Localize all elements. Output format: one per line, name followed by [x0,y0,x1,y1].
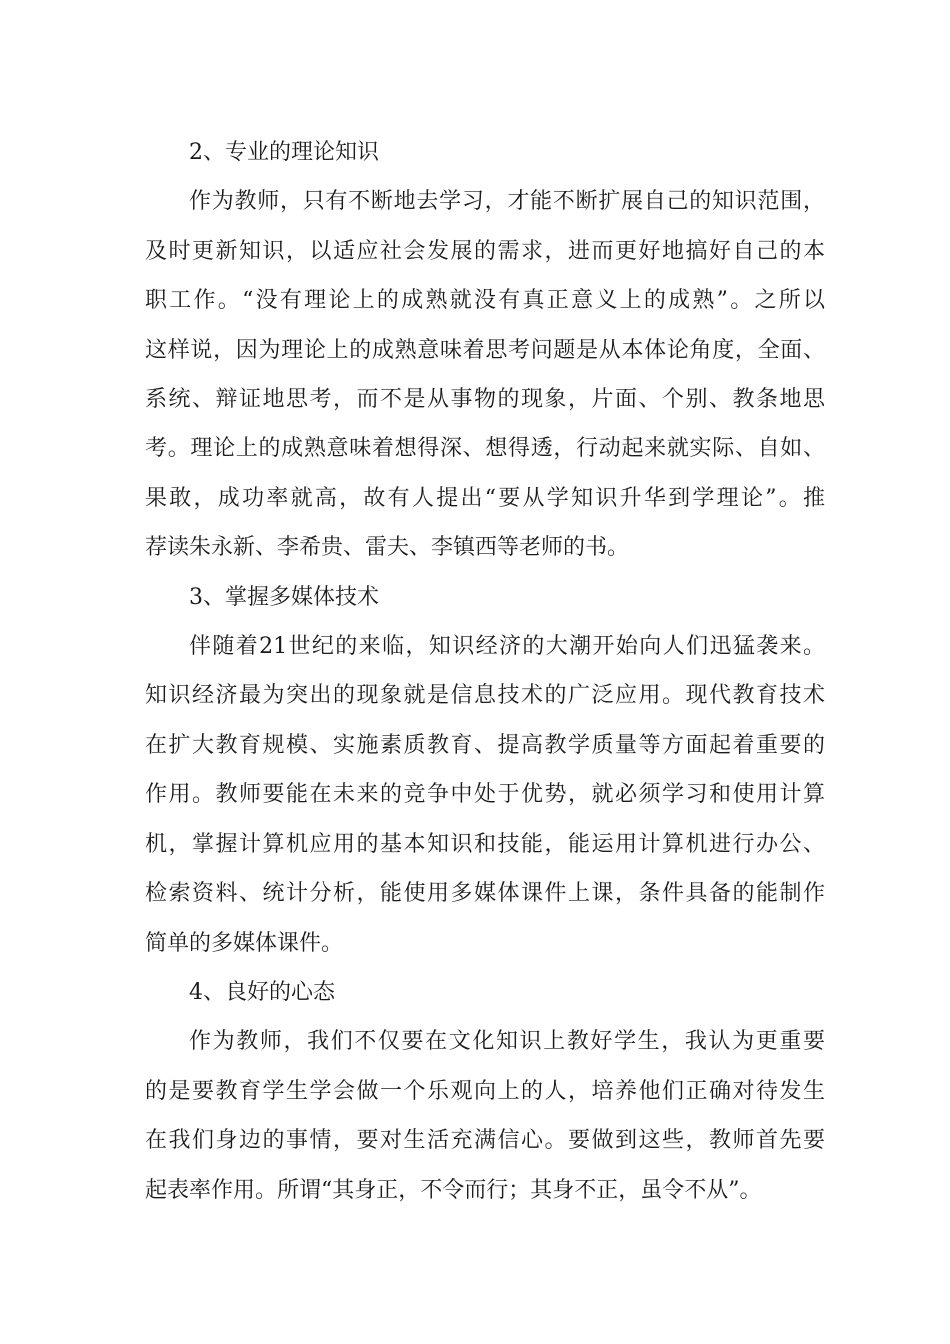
document-body [145,128,825,1215]
text-line: 知识经济最为突出的现象就是信息技术的广泛应用。现代教育技术 [145,683,825,709]
text-line: 在扩大教育规模、实施素质教育、提高教学质量等方面起着重要的 [145,732,825,758]
paragraph [145,177,825,572]
paragraph [145,622,825,968]
text-line: 作用。教师要能在未来的竞争中处于优势，就必须学习和使用计算 [145,782,825,808]
section-heading: 4、良好的心态 [189,979,335,1005]
text-line: 机，掌握计算机应用的基本知识和技能，能运用计算机进行办公、 [145,831,825,857]
text-line: 伴随着21世纪的来临，知识经济的大潮开始向人们迅猛袭来。 [189,634,825,660]
paragraph [145,1017,825,1215]
text-line: 果敢，成功率就高，故有人提出“要从学知识升华到学理论”。推 [145,485,825,511]
text-line: 在我们身边的事情，要对生活充满信心。要做到这些，教师首先要 [145,1128,825,1154]
text-line: 的是要教育学生学会做一个乐观向上的人，培养他们正确对待发生 [145,1078,825,1104]
text-line: 系统、辩证地思考，而不是从事物的现象，片面、个别、教条地思 [145,387,825,413]
text-line: 职工作。“没有理论上的成熟就没有真正意义上的成熟”。之所以 [145,288,825,314]
text-line: 荐读朱永新、李希贵、雷夫、李镇西等老师的书。 [145,535,630,561]
text-line: 起表率作用。所谓“其身正，不令而行；其身不正，虽令不从”。 [145,1177,762,1203]
text-line: 考。理论上的成熟意味着想得深、想得透，行动起来就实际、自如、 [145,436,825,462]
text-line: 这样说，因为理论上的成熟意味着思考问题是从本体论角度，全面、 [145,337,825,363]
text-line: 作为教师，我们不仅要在文化知识上教好学生，我认为更重要 [189,1029,825,1055]
text-line: 作为教师，只有不断地去学习，才能不断扩展自己的知识范围， [189,189,825,215]
section-heading: 2、专业的理论知识 [189,140,379,165]
text-line: 及时更新知识，以适应社会发展的需求，进而更好地搞好自己的本 [145,238,825,264]
text-line: 检索资料、统计分析，能使用多媒体课件上课，条件具备的能制作 [145,881,825,907]
text-line: 简单的多媒体课件。 [145,930,344,956]
section-heading: 3、掌握多媒体技术 [189,584,379,610]
